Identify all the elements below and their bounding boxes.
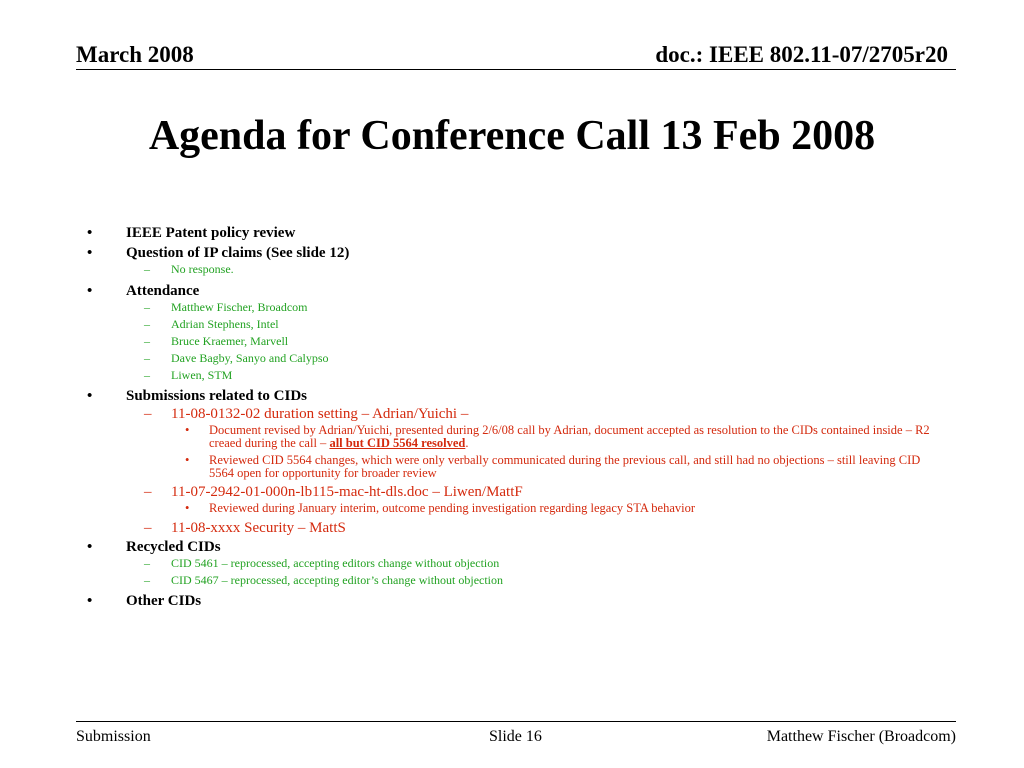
- bullet-marker: •: [185, 501, 190, 515]
- recycled-cid: [0, 556, 1024, 573]
- resolved-highlight: all but CID 5564 resolved: [329, 436, 466, 450]
- attendee: [0, 351, 1024, 368]
- bullet-marker: •: [87, 225, 93, 241]
- submission-note: [0, 454, 1024, 480]
- dash-marker: –: [144, 351, 150, 365]
- recycled-cid-text: CID 5461 – reprocessed, accepting editors change without objection: [171, 556, 500, 570]
- submission-title: 11-08-xxxx Security – MattS: [171, 520, 346, 536]
- agenda-item-patent: [0, 224, 1024, 242]
- attendee-name: Adrian Stephens, Intel: [171, 317, 279, 331]
- attendee-name: Bruce Kraemer, Marvell: [171, 334, 289, 348]
- attendee: [0, 317, 1024, 334]
- bullet-marker: •: [87, 388, 93, 404]
- attendee: [0, 368, 1024, 385]
- slide-title: Agenda for Conference Call 13 Feb 2008: [148, 113, 876, 159]
- ip-response: [0, 262, 1024, 279]
- bullet-marker: •: [87, 539, 93, 555]
- footer-submission: Submission: [76, 728, 151, 745]
- ip-response-text: No response.: [171, 262, 234, 276]
- dash-marker: –: [144, 406, 152, 422]
- agenda-item-recycled: [0, 538, 1024, 556]
- agenda-item-label: Attendance: [126, 283, 200, 299]
- recycled-cid-text: CID 5467 – reprocessed, accepting editor’s change without objection: [171, 573, 504, 587]
- dash-marker: –: [144, 334, 150, 348]
- bullet-marker: •: [87, 283, 93, 299]
- bullet-marker: •: [87, 245, 93, 261]
- header-doc-number: doc.: IEEE 802.11-07/2705r20: [655, 42, 948, 67]
- agenda-item-label: Question of IP claims (See slide 12): [126, 245, 350, 261]
- bullet-marker: •: [87, 593, 93, 609]
- dash-marker: –: [144, 573, 150, 587]
- agenda-item-label: Recycled CIDs: [126, 539, 221, 555]
- attendee-name: Matthew Fischer, Broadcom: [171, 300, 308, 314]
- submission-note-text: Reviewed CID 5564 changes, which were only verbally communicated during the previous call, and still had no objections – still leaving CID 5564 open for opportunity for broader review: [209, 453, 921, 480]
- footer-author: Matthew Fischer (Broadcom): [766, 728, 956, 745]
- submission-item: [0, 405, 1024, 424]
- recycled-cid: [0, 573, 1024, 590]
- submission-note-text: Document revised by Adrian/Yuichi, presented during 2/6/08 call by Adrian, document accepted as resolution to the CIDs contained inside – R2 creaed during the call – all but CID 5564 resolved.: [209, 423, 930, 450]
- submission-item: [0, 519, 1024, 538]
- bullet-marker: •: [185, 423, 190, 437]
- attendee: [0, 300, 1024, 317]
- dash-marker: –: [144, 262, 150, 276]
- submission-note-text: Reviewed during January interim, outcome pending investigation regarding legacy STA behavior: [209, 501, 696, 515]
- agenda-item-label: Other CIDs: [126, 593, 202, 609]
- submission-note: [0, 424, 1024, 450]
- header-rule: [76, 69, 956, 70]
- footer-rule: [76, 721, 956, 722]
- dash-marker: –: [144, 300, 150, 314]
- agenda-item-label: IEEE Patent policy review: [126, 225, 296, 241]
- agenda-item-attendance: [0, 282, 1024, 300]
- dash-marker: –: [144, 317, 150, 331]
- submission-note: [0, 502, 1024, 515]
- submission-title: 11-07-2942-01-000n-lb115-mac-ht-dls.doc – Liwen/MattF: [171, 484, 523, 500]
- attendee-name: Dave Bagby, Sanyo and Calypso: [171, 351, 329, 365]
- agenda-item-other: [0, 592, 1024, 610]
- dash-marker: –: [144, 368, 150, 382]
- submission-item: [0, 483, 1024, 502]
- dash-marker: –: [144, 484, 152, 500]
- attendee: [0, 334, 1024, 351]
- dash-marker: –: [144, 520, 152, 536]
- header-date: March 2008: [76, 42, 194, 67]
- agenda-item-ip-claims: [0, 244, 1024, 262]
- agenda-item-label: Submissions related to CIDs: [126, 388, 308, 404]
- agenda-list: [0, 224, 1024, 610]
- bullet-marker: •: [185, 453, 190, 467]
- footer-slide-number: Slide 16: [489, 728, 542, 745]
- dash-marker: –: [144, 556, 150, 570]
- submission-title: 11-08-0132-02 duration setting – Adrian/Yuichi –: [171, 406, 469, 422]
- agenda-item-submissions: [0, 387, 1024, 405]
- attendee-name: Liwen, STM: [171, 368, 233, 382]
